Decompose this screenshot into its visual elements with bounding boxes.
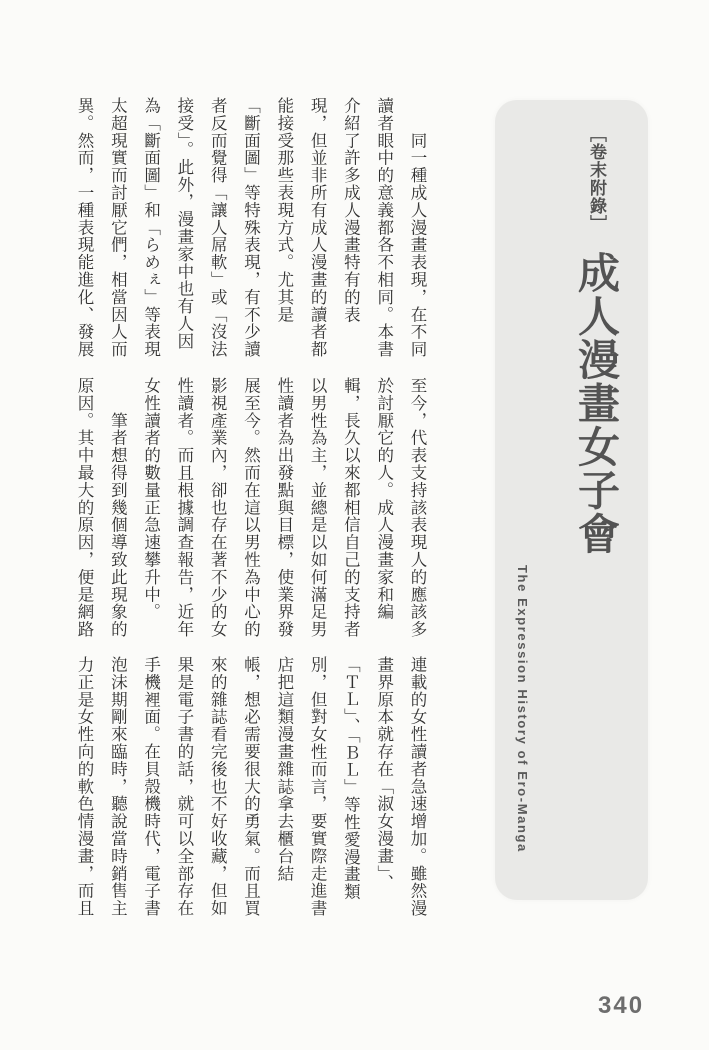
text-column: 女性讀者的數量正急速攀升中。 [141,377,161,621]
text-column: 「ＴＬ」、「ＢＬ」等性愛漫畫類 [341,656,361,901]
text-column: 性讀者。而且根據調查報告，近年 [174,377,194,638]
text-column: 展至今。然而在這以男性為中心的 [241,377,261,638]
appendix-bracket-label: ［卷末附錄］ [587,125,606,233]
text-column: 為「斷面圖」和「らめぇ」等表現 [141,97,161,358]
text-column: 於討厭它的人。成人漫畫家和編 [374,377,394,621]
appendix-subtitle-english: The Expression History of Ero-Manga [515,565,530,853]
page-number: 340 [598,992,645,1019]
appendix-main-title: 成人漫畫女子會 [573,251,620,556]
text-column: 讀者眼中的意義都各不相同。本書 [374,97,394,358]
appendix-title-column [566,125,626,556]
text-column: 筆者想得到幾個導致此現象的 [108,377,128,638]
text-band-middle [67,377,434,645]
text-band-top [67,97,434,365]
text-column: 別，但對女性而言，要實際走進書 [308,656,328,917]
text-column: 同一種成人漫畫表現，在不同 [408,97,427,358]
text-column: 太超現實而討厭它們，相當因人而 [108,97,128,358]
appendix-title-box [495,100,648,900]
text-column: 能接受那些表現方式。尤其是 [274,97,294,324]
text-column: 介紹了許多成人漫畫特有的表 [341,97,361,324]
text-column: 現，但並非所有成人漫畫的讀者都 [308,97,328,358]
text-column: 畫界原本就存在「淑女漫畫」、 [374,656,394,892]
text-column: 以男性為主，並總是以如何滿足男 [308,377,328,638]
text-column: 來的雜誌看完後也不好收藏，但如 [208,656,228,917]
text-column: 「斷面圖」等特殊表現，有不少讀 [241,97,261,358]
text-band-bottom [67,656,434,924]
text-column: 泡沫期剛來臨時，聽說當時銷售主 [108,656,128,917]
text-column: 者反而覺得「讓人屌軟」或「沒法 [208,97,228,358]
text-column: 性讀者為出發點與目標，使業界發 [274,377,294,638]
text-column: 原因。其中最大的原因，便是網路 [75,377,95,638]
text-column: 接受」。此外，漫畫家中也有人因 [174,97,194,350]
text-column: 至今，代表支持該表現人的應該多 [408,377,427,638]
text-column: 力正是女性向的軟色情漫畫，而且 [75,656,95,917]
text-column: 手機裡面。在貝殼機時代，電子書 [141,656,161,917]
text-column: 影視產業內，卻也存在著不少的女 [208,377,228,638]
text-column: 帳，想必需要很大的勇氣。而且買 [241,656,261,917]
text-column: 輯，長久以來都相信自己的支持者 [341,377,361,638]
text-column: 異。然而，一種表現能進化、發展 [75,97,95,358]
text-column: 連載的女性讀者急速增加。雖然漫 [408,656,427,917]
text-column: 店把這類漫畫雜誌拿去櫃台結 [274,656,294,883]
text-column: 果是電子書的話，就可以全部存在 [174,656,194,917]
